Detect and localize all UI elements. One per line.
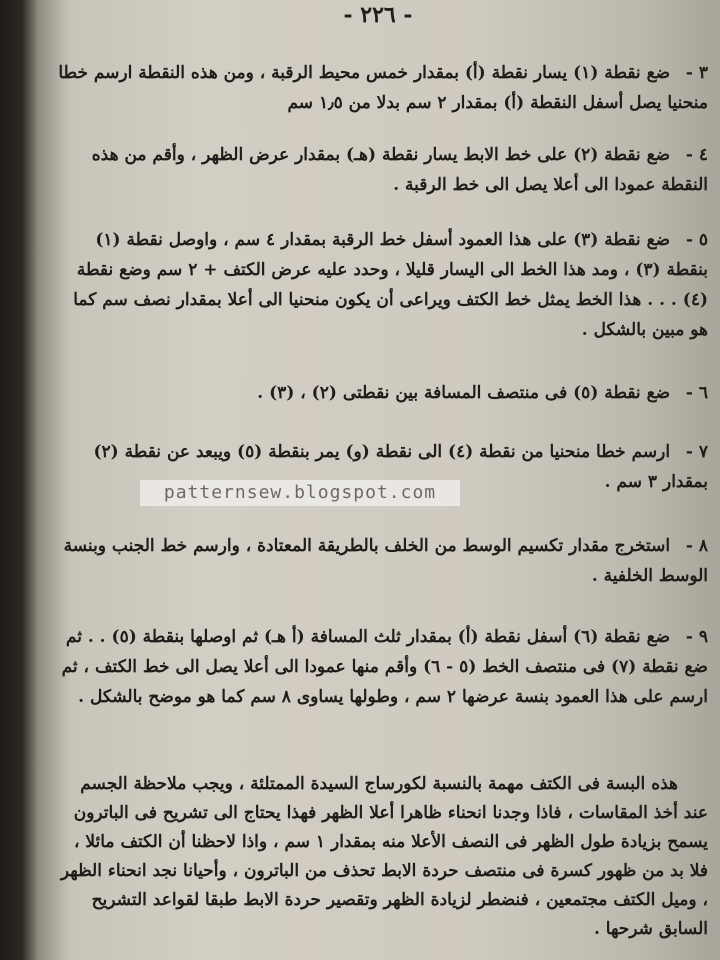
step-number: ٦ - — [685, 383, 708, 403]
instruction-step-9 — [58, 622, 708, 712]
step-number: ٥ - — [685, 230, 708, 250]
instruction-step-3 — [58, 58, 708, 118]
step-number: ٩ - — [685, 627, 708, 647]
step-text: ضع نقطة (٥) فى منتصف المسافة بين نقطتى (٢) ، (٣) . — [257, 383, 671, 403]
step-text: ضع نقطة (٣) على هذا العمود أسفل خط الرقبة بمقدار ٤ سم ، واوصل نقطة (١) بنقطة (٣) ، ومد هذا الخط الى اليسار قليلا ، وحدد عليه عرض الكتف + ٢ سم وضع نقطة (٤) . . . هذا الخط يمثل خط الكتف ويراعى أن يكون منحنيا الى أعلا بمقدار نصف سم كما هو مبين بالشكل . — [73, 230, 708, 340]
watermark: patternsew.blogspot.com — [140, 480, 460, 506]
step-number: ٣ - — [685, 63, 708, 83]
step-number: ٤ - — [685, 145, 708, 165]
step-text: استخرج مقدار تكسيم الوسط من الخلف بالطريقة المعتادة ، وارسم خط الجنب وبنسة الوسط الخلفية . — [63, 536, 708, 586]
page-number: - ٢٢٦ - — [343, 2, 413, 28]
step-text: ضع نقطة (١) يسار نقطة (أ) بمقدار خمس محيط الرقبة ، ومن هذه النقطة ارسم خطا منحنيا يصل أسفل النقطة (أ) بمقدار ٢ سم بدلا من ١٫٥ سم — [58, 63, 708, 113]
instruction-step-8 — [58, 531, 708, 591]
instruction-step-5 — [58, 225, 708, 345]
step-text: ضع نقطة (٦) أسفل نقطة (أ) بمقدار ثلث المسافة (أ هـ) ثم اوصلها بنقطة (٥) . . ثم ضع نقطة (٧) فى منتصف الخط (٥ - ٦) وأقم منها عمودا الى أعلا يصل الى خط الكتف ، ثم ارسم على هذا العمود بنسة عرضها ٢ سم ، وطولها يساوى ٨ سم كما هو موضح بالشكل . — [61, 627, 708, 707]
step-number: ٧ - — [685, 442, 708, 462]
step-text: ضع نقطة (٢) على خط الابط يسار نقطة (هـ) بمقدار عرض الظهر ، وأقم من هذه النقطة عمودا الى أعلا يصل الى خط الرقبة . — [91, 145, 708, 195]
step-text: ارسم خطا منحنيا من نقطة (٤) الى نقطة (و) يمر بنقطة (٥) ويبعد عن نقطة (٢) بمقدار ٣ سم . — [93, 442, 708, 492]
instruction-step-6 — [58, 378, 708, 408]
step-number: ٨ - — [685, 536, 708, 556]
instruction-step-4 — [58, 140, 708, 200]
explanatory-note: هذه البسة فى الكتف مهمة بالنسبة لكورساج السيدة الممتلئة ، ويجب ملاحظة الجسم عند أخذ المقاسات ، فاذا وجدنا انحناء ظاهرا أعلا الظهر فهذا يحتاج الى تشريح فى الباترون يسمح بزيادة طول الظهر فى النصف الأعلا منه بمقدار ١ سم ، واذا لاحظنا أن الكتف مائلا ، فلا بد من ظهور كسرة فى منتصف حردة الابط تحذف من الباترون ، وأحيانا نجد انحناء الظهر ، وميل الكتف مجتمعين ، فنضطر لزيادة الظهر وتقصير حردة الابط طبقا لقواعد التشريح السابق شرحها . — [60, 774, 708, 939]
